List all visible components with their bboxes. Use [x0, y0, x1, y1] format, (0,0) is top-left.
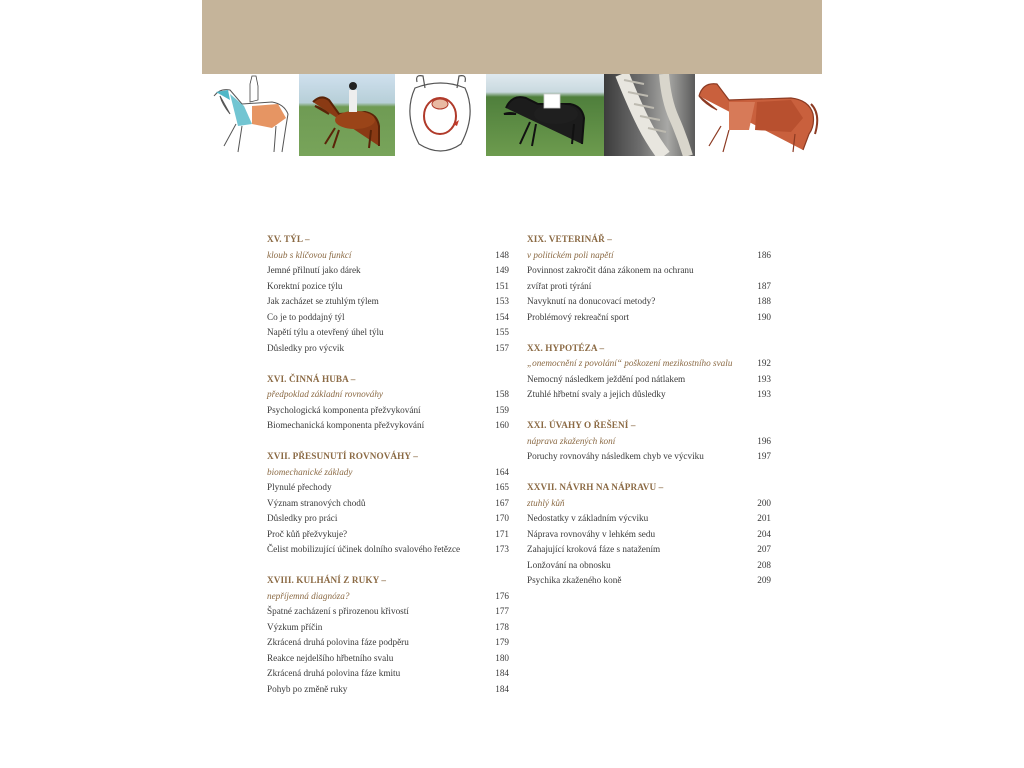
toc-entry[interactable] [527, 279, 771, 295]
page-number: 200 [757, 497, 771, 508]
toc-right-column [527, 232, 771, 604]
black-horse-lunging-photo [486, 74, 604, 156]
header-banner [202, 0, 822, 74]
page-number: 157 [495, 342, 509, 353]
chapter-subtitle-row[interactable] [267, 589, 509, 605]
page-number: 160 [495, 420, 509, 430]
chapter-title[interactable]: XVIII. KULHÁNÍ Z RUKY – [267, 575, 387, 585]
chapter-subtitle-row[interactable] [267, 387, 509, 403]
entry-label: Navyknutí na donucovací metody? [527, 296, 656, 306]
toc-entry[interactable] [267, 310, 509, 326]
page-number: 167 [495, 497, 509, 508]
toc-chapter [527, 418, 771, 465]
toc-entry[interactable] [267, 496, 509, 512]
entry-label: Důsledky pro výcvik [267, 342, 345, 353]
toc-entry[interactable] [527, 511, 771, 527]
page-number: 186 [757, 249, 771, 260]
chapter-subtitle-row[interactable] [527, 248, 771, 264]
chapter-title[interactable]: XXVII. NÁVRH NA NÁPRAVU – [527, 482, 664, 492]
page-number: 170 [495, 513, 509, 523]
page-number: 207 [757, 544, 771, 554]
toc-entry[interactable] [267, 480, 509, 496]
toc-entry[interactable] [527, 263, 771, 279]
toc-chapter [267, 232, 509, 356]
toc-entry[interactable] [267, 604, 509, 620]
horse-anatomy-illustration [202, 74, 299, 156]
chapter-subtitle: náprava zkažených koní [527, 435, 616, 446]
entry-label: Výzkum příčin [267, 621, 323, 632]
page-number: 184 [495, 683, 509, 694]
page-number: 209 [757, 575, 771, 585]
chapter-title[interactable]: XXI. ÚVAHY O ŘEŠENÍ – [527, 420, 636, 430]
chapter-subtitle-row[interactable] [267, 465, 509, 481]
chapter-title[interactable]: XVI. ČINNÁ HUBA – [267, 373, 356, 384]
toc-entry[interactable] [267, 620, 509, 636]
jaw-diagram-illustration [395, 74, 486, 156]
entry-label: Biomechanická komponenta přežvykování [267, 420, 425, 430]
page-number: 208 [757, 559, 771, 570]
toc-entry[interactable] [267, 666, 509, 682]
toc-entry[interactable] [267, 403, 509, 419]
entry-label: Co je to poddajný týl [267, 311, 345, 322]
rider-on-chestnut-horse-photo [299, 74, 395, 156]
toc-chapter [267, 573, 509, 697]
page-number: 201 [757, 513, 771, 523]
toc-chapter [267, 449, 509, 558]
toc-entry[interactable] [527, 527, 771, 543]
page-number: 148 [495, 249, 509, 260]
toc-entry[interactable] [267, 325, 509, 341]
toc-entry[interactable] [527, 573, 771, 589]
chapter-subtitle: předpoklad základní rovnováhy [267, 389, 384, 399]
entry-label: Reakce nejdelšího hřbetního svalu [267, 652, 394, 663]
entry-label: Špatné zacházení s přirozenou křivostí [267, 606, 409, 616]
toc-entry[interactable] [267, 635, 509, 651]
page-number: 180 [495, 652, 509, 663]
chapter-title[interactable]: XIX. VETERINÁŘ – [527, 234, 612, 244]
toc-chapter [267, 372, 509, 434]
spine-skeleton-photo [604, 74, 695, 156]
toc-entry[interactable] [527, 542, 771, 558]
entry-label: Proč kůň přežvykuje? [267, 528, 348, 539]
entry-label: Zkrácená druhá polovina fáze podpěru [267, 637, 409, 647]
toc-entry[interactable] [267, 651, 509, 667]
toc-entry[interactable] [267, 294, 509, 310]
entry-label: Plynulé přechody [267, 482, 332, 492]
toc-left-column [267, 232, 509, 713]
toc-entry[interactable] [527, 294, 771, 310]
toc-entry[interactable] [527, 372, 771, 388]
chapter-subtitle: „onemocnění z povolání“ poškození mezikostního svalu [527, 358, 733, 368]
entry-label: Význam stranových chodů [267, 497, 366, 508]
entry-label: Důsledky pro práci [267, 513, 338, 523]
toc-entry[interactable] [527, 387, 771, 403]
entry-label: Pohyb po změně ruky [267, 683, 348, 694]
entry-label: Nemocný následkem ježdění pod nátlakem [527, 373, 686, 384]
entry-label: Zkrácená druhá polovina fáze kmitu [267, 668, 401, 678]
page-number: 153 [495, 296, 509, 306]
page-number: 179 [495, 637, 509, 647]
entry-label: Poruchy rovnováhy následkem chyb ve výcviku [527, 451, 704, 461]
toc-chapter [527, 480, 771, 589]
chapter-subtitle-row[interactable] [527, 496, 771, 512]
entry-label: Lonžování na obnosku [527, 559, 611, 570]
entry-label: Ztuhlé hřbetní svaly a jejich důsledky [527, 389, 666, 399]
entry-label: Náprava rovnováhy v lehkém sedu [527, 528, 656, 539]
chapter-subtitle: kloub s klíčovou funkcí [267, 249, 352, 260]
chapter-subtitle: biomechanické základy [267, 466, 353, 477]
page-number: 158 [495, 389, 509, 399]
entry-label: Nedostatky v základním výcviku [527, 513, 649, 523]
page-number: 204 [757, 528, 771, 539]
toc-entry[interactable] [267, 418, 509, 434]
entry-label: zvířat proti týrání [527, 280, 592, 291]
chapter-subtitle-row[interactable] [267, 248, 509, 264]
chapter-subtitle: ztuhlý kůň [527, 497, 565, 508]
page-number: 165 [495, 482, 509, 492]
toc-chapter [527, 232, 771, 325]
page-number: 155 [495, 327, 509, 337]
page-number: 193 [757, 373, 771, 384]
page-number: 192 [757, 358, 771, 368]
page-number: 193 [757, 389, 771, 399]
chapter-title[interactable]: XX. HYPOTÉZA – [527, 342, 605, 353]
entry-label: Psychika zkaženého koně [527, 575, 622, 585]
page-number: 196 [757, 435, 771, 446]
toc-entry[interactable] [527, 558, 771, 574]
toc-entry[interactable] [267, 341, 509, 357]
page-number: 173 [495, 544, 509, 554]
entry-label: Problémový rekreační sport [527, 311, 630, 322]
page-number: 154 [495, 311, 509, 322]
toc-entry[interactable] [267, 527, 509, 543]
chapter-title[interactable]: XVII. PŘESUNUTÍ ROVNOVÁHY – [267, 451, 418, 461]
page-number: 149 [495, 265, 509, 275]
page-number: 178 [495, 621, 509, 632]
page-number: 171 [495, 528, 509, 539]
entry-label: Čelist mobilizující účinek dolního svalového řetězce [267, 544, 461, 554]
page-number: 177 [495, 606, 509, 616]
entry-label: Napětí týlu a otevřený úhel týlu [267, 327, 384, 337]
chapter-subtitle: v politickém poli napětí [527, 249, 614, 260]
page-number: 151 [495, 280, 509, 291]
toc-entry[interactable] [267, 263, 509, 279]
entry-label: Zahajující kroková fáze s natažením [527, 544, 661, 554]
toc-entry[interactable] [527, 449, 771, 465]
chapter-subtitle-row[interactable] [527, 356, 771, 372]
horse-muscle-anatomy-illustration [695, 74, 822, 156]
entry-label: Psychologická komponenta přežvykování [267, 404, 421, 415]
chapter-title[interactable]: XV. TÝL – [267, 234, 310, 244]
toc-entry[interactable] [267, 682, 509, 698]
entry-label: Povinnost zakročit dána zákonem na ochranu [527, 265, 694, 275]
page-number: 164 [495, 466, 509, 477]
toc-entry[interactable] [267, 511, 509, 527]
toc-entry[interactable] [527, 310, 771, 326]
toc-chapter [527, 341, 771, 403]
page-number: 184 [495, 668, 509, 678]
chapter-subtitle-row[interactable] [527, 434, 771, 450]
toc-entry[interactable] [267, 279, 509, 295]
page-number: 187 [757, 280, 771, 291]
toc-entry[interactable] [267, 542, 509, 558]
entry-label: Jemné přilnutí jako dárek [267, 265, 361, 275]
chapter-subtitle: nepříjemná diagnóza? [267, 590, 350, 601]
entry-label: Jak zacházet se ztuhlým týlem [267, 296, 379, 306]
page-number: 159 [495, 404, 509, 415]
entry-label: Korektní pozice týlu [267, 280, 343, 291]
page-number: 197 [757, 451, 771, 461]
page-number: 190 [757, 311, 771, 322]
page-number: 188 [757, 296, 771, 306]
page-number: 176 [495, 590, 509, 601]
image-strip [202, 74, 822, 156]
